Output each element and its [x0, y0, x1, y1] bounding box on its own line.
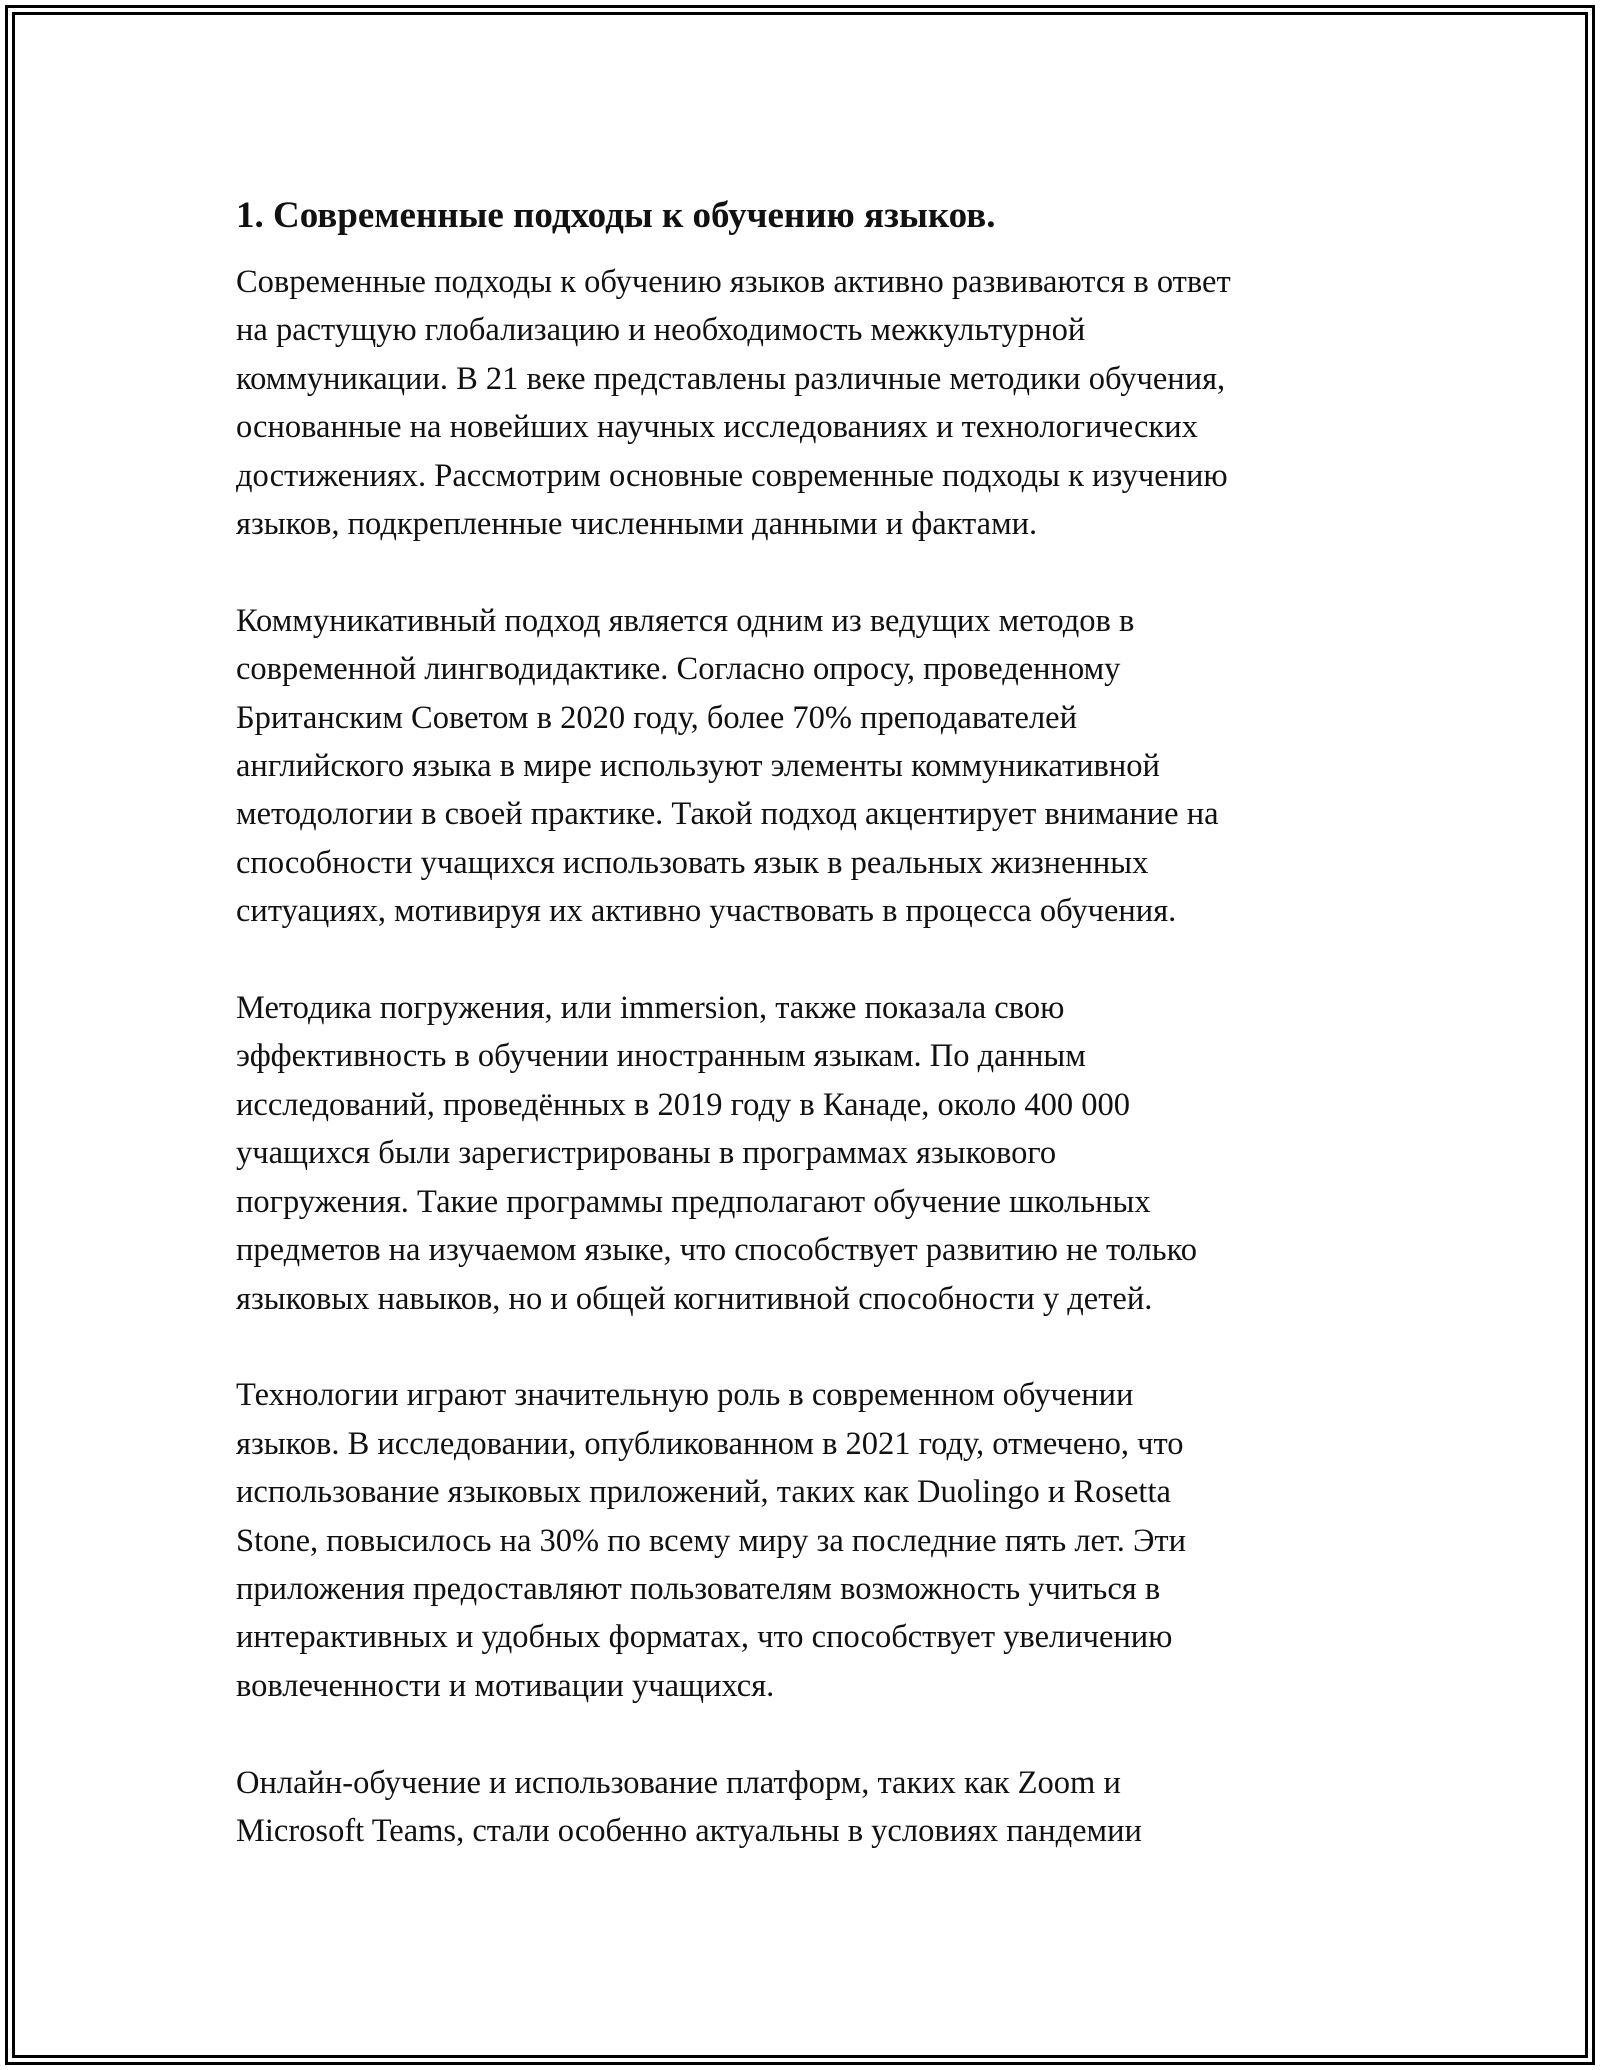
text-line: эффективность в обучении иностранным языкам. По данным [236, 1038, 1086, 1075]
text-line: Методика погружения, или immersion, также показала свою [236, 990, 1065, 1027]
text-line: английского языка в мире используют элементы коммуникативной [236, 748, 1160, 785]
paragraph-online-learning [236, 1759, 1396, 1856]
text-line: языковых навыков, но и общей когнитивной способности у детей. [236, 1280, 1153, 1317]
text-line: ситуациях, мотивируя их активно участвовать в процесса обучения. [236, 893, 1177, 930]
text-line: Британским Советом в 2020 году, более 70% преподавателей [236, 699, 1077, 736]
paragraph-technology [236, 1371, 1396, 1710]
text-line: достижениях. Рассмотрим основные современные подходы к изучению [236, 457, 1228, 494]
text-line: Технологии играют значительную роль в современном обучении [236, 1377, 1134, 1414]
text-line: исследований, проведённых в 2019 году в Канаде, около 400 000 [236, 1086, 1130, 1123]
text-line: современной лингводидактике. Согласно опросу, проведенному [236, 651, 1121, 688]
paragraph-immersion-method [236, 984, 1396, 1323]
text-line: коммуникации. В 21 веке представлены различные методики обучения, [236, 360, 1226, 397]
text-line: основанные на новейших научных исследованиях и технологических [236, 409, 1198, 446]
text-line: учащихся были зарегистрированы в программах языкового [236, 1135, 1057, 1172]
text-line: приложения предоставляют пользователям возможность учиться в [236, 1570, 1161, 1607]
text-line: Коммуникативный подход является одним из ведущих методов в [236, 602, 1135, 639]
document-body [236, 186, 1396, 1855]
text-line: погружения. Такие программы предполагают обучение школьных [236, 1183, 1151, 1220]
text-line: Stone, повысилось на 30% по всему миру за последние пять лет. Эти [236, 1522, 1187, 1559]
text-line: интерактивных и удобных форматах, что способствует увеличению [236, 1619, 1173, 1656]
text-line: языков, подкрепленные численными данными и фактами. [236, 506, 1038, 543]
text-line: Онлайн-обучение и использование платформ, таких как Zoom и [236, 1764, 1121, 1801]
section-heading: 1. Современные подходы к обучению языков. [236, 195, 996, 236]
text-line: использование языковых приложений, таких как Duolingo и Rosetta [236, 1474, 1171, 1511]
text-line: Microsoft Teams, стали особенно актуальны в условиях пандемии [236, 1812, 1142, 1849]
text-line: методологии в своей практике. Такой подход акцентирует внимание на [236, 796, 1219, 833]
text-line: способности учащихся использовать язык в реальных жизненных [236, 844, 1149, 881]
text-line: языков. В исследовании, опубликованном в 2021 году, отмечено, что [236, 1425, 1184, 1462]
text-line: Современные подходы к обучению языков активно развиваются в ответ [236, 264, 1231, 300]
text-line: предметов на изучаемом языке, что способствует развитию не только [236, 1232, 1198, 1269]
paragraph-communicative-approach [236, 597, 1396, 936]
text-line: на растущую глобализацию и необходимость межкультурной [236, 312, 1086, 349]
paragraph-intro [236, 258, 1396, 548]
text-line: вовлеченности и мотивации учащихся. [236, 1667, 775, 1704]
